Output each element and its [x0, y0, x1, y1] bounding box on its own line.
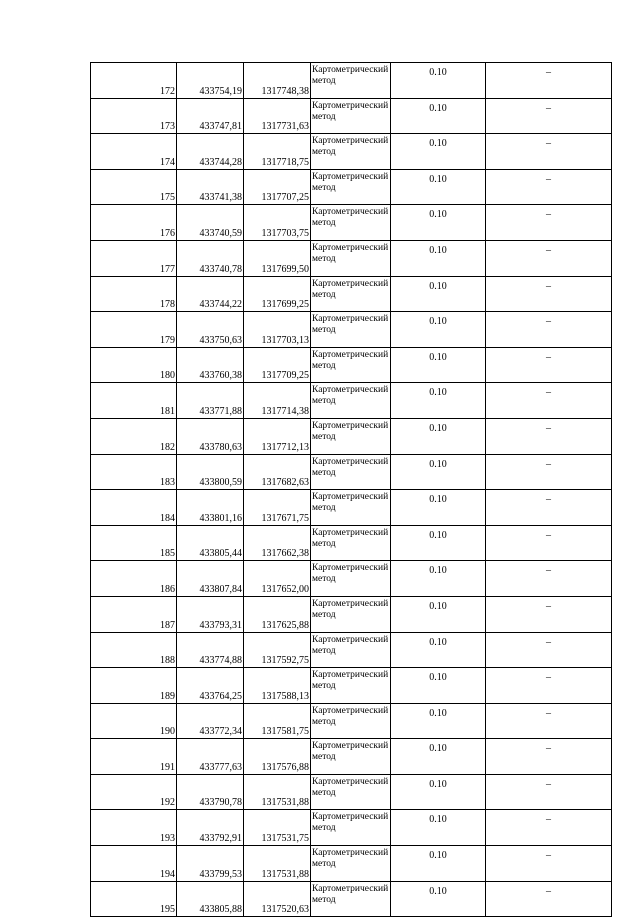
- point-number-cell: 190: [91, 703, 177, 739]
- point-number-cell: 175: [91, 169, 177, 205]
- note-cell: –: [486, 881, 612, 917]
- accuracy-cell: 0.10: [391, 134, 486, 170]
- y-coordinate-cell: 1317531,88: [244, 774, 311, 810]
- note-cell: –: [486, 810, 612, 846]
- x-coordinate-cell: 433771,88: [177, 383, 244, 419]
- accuracy-cell: 0.10: [391, 668, 486, 704]
- point-number-cell: 194: [91, 846, 177, 882]
- x-coordinate-cell: 433774,88: [177, 632, 244, 668]
- x-coordinate-cell: 433805,88: [177, 881, 244, 917]
- method-cell: Картометрический метод: [311, 63, 391, 99]
- table-row: [91, 703, 612, 739]
- table-row: [91, 169, 612, 205]
- accuracy-cell: 0.10: [391, 881, 486, 917]
- y-coordinate-cell: 1317531,75: [244, 810, 311, 846]
- y-coordinate-cell: 1317682,63: [244, 454, 311, 490]
- table-row: [91, 525, 612, 561]
- method-cell: Картометрический метод: [311, 774, 391, 810]
- method-cell: Картометрический метод: [311, 846, 391, 882]
- y-coordinate-cell: 1317588,13: [244, 668, 311, 704]
- table-row: [91, 383, 612, 419]
- note-cell: –: [486, 347, 612, 383]
- point-number-cell: 185: [91, 525, 177, 561]
- accuracy-cell: 0.10: [391, 169, 486, 205]
- x-coordinate-cell: 433805,44: [177, 525, 244, 561]
- note-cell: –: [486, 383, 612, 419]
- accuracy-cell: 0.10: [391, 276, 486, 312]
- accuracy-cell: 0.10: [391, 561, 486, 597]
- note-cell: –: [486, 205, 612, 241]
- x-coordinate-cell: 433790,78: [177, 774, 244, 810]
- x-coordinate-cell: 433741,38: [177, 169, 244, 205]
- note-cell: –: [486, 668, 612, 704]
- method-cell: Картометрический метод: [311, 561, 391, 597]
- method-cell: Картометрический метод: [311, 240, 391, 276]
- y-coordinate-cell: 1317703,13: [244, 312, 311, 348]
- note-cell: –: [486, 596, 612, 632]
- accuracy-cell: 0.10: [391, 312, 486, 348]
- note-cell: –: [486, 632, 612, 668]
- accuracy-cell: 0.10: [391, 240, 486, 276]
- x-coordinate-cell: 433750,63: [177, 312, 244, 348]
- accuracy-cell: 0.10: [391, 454, 486, 490]
- method-cell: Картометрический метод: [311, 169, 391, 205]
- accuracy-cell: 0.10: [391, 347, 486, 383]
- note-cell: –: [486, 169, 612, 205]
- table-row: [91, 347, 612, 383]
- table-row: [91, 881, 612, 917]
- table-row: [91, 739, 612, 775]
- method-cell: Картометрический метод: [311, 810, 391, 846]
- y-coordinate-cell: 1317699,25: [244, 276, 311, 312]
- accuracy-cell: 0.10: [391, 490, 486, 526]
- method-cell: Картометрический метод: [311, 454, 391, 490]
- method-cell: Картометрический метод: [311, 98, 391, 134]
- note-cell: –: [486, 312, 612, 348]
- table-row: [91, 240, 612, 276]
- point-number-cell: 178: [91, 276, 177, 312]
- x-coordinate-cell: 433744,28: [177, 134, 244, 170]
- table-row: [91, 276, 612, 312]
- table-row: [91, 454, 612, 490]
- y-coordinate-cell: 1317703,75: [244, 205, 311, 241]
- table-row: [91, 774, 612, 810]
- accuracy-cell: 0.10: [391, 846, 486, 882]
- note-cell: –: [486, 490, 612, 526]
- note-cell: –: [486, 846, 612, 882]
- note-cell: –: [486, 98, 612, 134]
- accuracy-cell: 0.10: [391, 596, 486, 632]
- x-coordinate-cell: 433807,84: [177, 561, 244, 597]
- note-cell: –: [486, 63, 612, 99]
- accuracy-cell: 0.10: [391, 703, 486, 739]
- method-cell: Картометрический метод: [311, 596, 391, 632]
- x-coordinate-cell: 433760,38: [177, 347, 244, 383]
- note-cell: –: [486, 418, 612, 454]
- note-cell: –: [486, 703, 612, 739]
- y-coordinate-cell: 1317625,88: [244, 596, 311, 632]
- x-coordinate-cell: 433740,59: [177, 205, 244, 241]
- point-number-cell: 187: [91, 596, 177, 632]
- point-number-cell: 195: [91, 881, 177, 917]
- point-number-cell: 182: [91, 418, 177, 454]
- note-cell: –: [486, 774, 612, 810]
- y-coordinate-cell: 1317699,50: [244, 240, 311, 276]
- point-number-cell: 179: [91, 312, 177, 348]
- x-coordinate-cell: 433792,91: [177, 810, 244, 846]
- point-number-cell: 189: [91, 668, 177, 704]
- accuracy-cell: 0.10: [391, 810, 486, 846]
- table-row: [91, 810, 612, 846]
- y-coordinate-cell: 1317731,63: [244, 98, 311, 134]
- y-coordinate-cell: 1317576,88: [244, 739, 311, 775]
- note-cell: –: [486, 276, 612, 312]
- table-row: [91, 134, 612, 170]
- y-coordinate-cell: 1317712,13: [244, 418, 311, 454]
- point-number-cell: 174: [91, 134, 177, 170]
- note-cell: –: [486, 739, 612, 775]
- table-row: [91, 98, 612, 134]
- method-cell: Картометрический метод: [311, 525, 391, 561]
- y-coordinate-cell: 1317531,88: [244, 846, 311, 882]
- table-row: [91, 668, 612, 704]
- y-coordinate-cell: 1317652,00: [244, 561, 311, 597]
- method-cell: Картометрический метод: [311, 703, 391, 739]
- method-cell: Картометрический метод: [311, 881, 391, 917]
- note-cell: –: [486, 134, 612, 170]
- y-coordinate-cell: 1317662,38: [244, 525, 311, 561]
- point-number-cell: 192: [91, 774, 177, 810]
- x-coordinate-cell: 433777,63: [177, 739, 244, 775]
- coordinates-table: [90, 62, 612, 917]
- table-row: [91, 205, 612, 241]
- accuracy-cell: 0.10: [391, 632, 486, 668]
- method-cell: Картометрический метод: [311, 276, 391, 312]
- x-coordinate-cell: 433799,53: [177, 846, 244, 882]
- method-cell: Картометрический метод: [311, 739, 391, 775]
- y-coordinate-cell: 1317718,75: [244, 134, 311, 170]
- method-cell: Картометрический метод: [311, 134, 391, 170]
- accuracy-cell: 0.10: [391, 739, 486, 775]
- x-coordinate-cell: 433740,78: [177, 240, 244, 276]
- accuracy-cell: 0.10: [391, 63, 486, 99]
- table-row: [91, 63, 612, 99]
- point-number-cell: 193: [91, 810, 177, 846]
- point-number-cell: 180: [91, 347, 177, 383]
- table-row: [91, 490, 612, 526]
- table-row: [91, 418, 612, 454]
- x-coordinate-cell: 433793,31: [177, 596, 244, 632]
- method-cell: Картометрический метод: [311, 205, 391, 241]
- y-coordinate-cell: 1317520,63: [244, 881, 311, 917]
- table-row: [91, 632, 612, 668]
- y-coordinate-cell: 1317714,38: [244, 383, 311, 419]
- method-cell: Картометрический метод: [311, 632, 391, 668]
- x-coordinate-cell: 433800,59: [177, 454, 244, 490]
- coordinates-table-body: [91, 63, 612, 917]
- x-coordinate-cell: 433801,16: [177, 490, 244, 526]
- note-cell: –: [486, 561, 612, 597]
- y-coordinate-cell: 1317592,75: [244, 632, 311, 668]
- method-cell: Картометрический метод: [311, 347, 391, 383]
- point-number-cell: 191: [91, 739, 177, 775]
- point-number-cell: 173: [91, 98, 177, 134]
- accuracy-cell: 0.10: [391, 774, 486, 810]
- point-number-cell: 181: [91, 383, 177, 419]
- method-cell: Картометрический метод: [311, 668, 391, 704]
- accuracy-cell: 0.10: [391, 418, 486, 454]
- x-coordinate-cell: 433744,22: [177, 276, 244, 312]
- table-row: [91, 312, 612, 348]
- point-number-cell: 176: [91, 205, 177, 241]
- x-coordinate-cell: 433764,25: [177, 668, 244, 704]
- point-number-cell: 188: [91, 632, 177, 668]
- accuracy-cell: 0.10: [391, 525, 486, 561]
- x-coordinate-cell: 433772,34: [177, 703, 244, 739]
- note-cell: –: [486, 454, 612, 490]
- method-cell: Картометрический метод: [311, 490, 391, 526]
- accuracy-cell: 0.10: [391, 205, 486, 241]
- point-number-cell: 177: [91, 240, 177, 276]
- x-coordinate-cell: 433747,81: [177, 98, 244, 134]
- y-coordinate-cell: 1317581,75: [244, 703, 311, 739]
- method-cell: Картометрический метод: [311, 383, 391, 419]
- accuracy-cell: 0.10: [391, 383, 486, 419]
- point-number-cell: 172: [91, 63, 177, 99]
- y-coordinate-cell: 1317748,38: [244, 63, 311, 99]
- y-coordinate-cell: 1317709,25: [244, 347, 311, 383]
- accuracy-cell: 0.10: [391, 98, 486, 134]
- method-cell: Картометрический метод: [311, 418, 391, 454]
- note-cell: –: [486, 240, 612, 276]
- point-number-cell: 186: [91, 561, 177, 597]
- method-cell: Картометрический метод: [311, 312, 391, 348]
- table-row: [91, 596, 612, 632]
- note-cell: –: [486, 525, 612, 561]
- x-coordinate-cell: 433780,63: [177, 418, 244, 454]
- y-coordinate-cell: 1317671,75: [244, 490, 311, 526]
- y-coordinate-cell: 1317707,25: [244, 169, 311, 205]
- point-number-cell: 184: [91, 490, 177, 526]
- table-row: [91, 561, 612, 597]
- point-number-cell: 183: [91, 454, 177, 490]
- x-coordinate-cell: 433754,19: [177, 63, 244, 99]
- table-row: [91, 846, 612, 882]
